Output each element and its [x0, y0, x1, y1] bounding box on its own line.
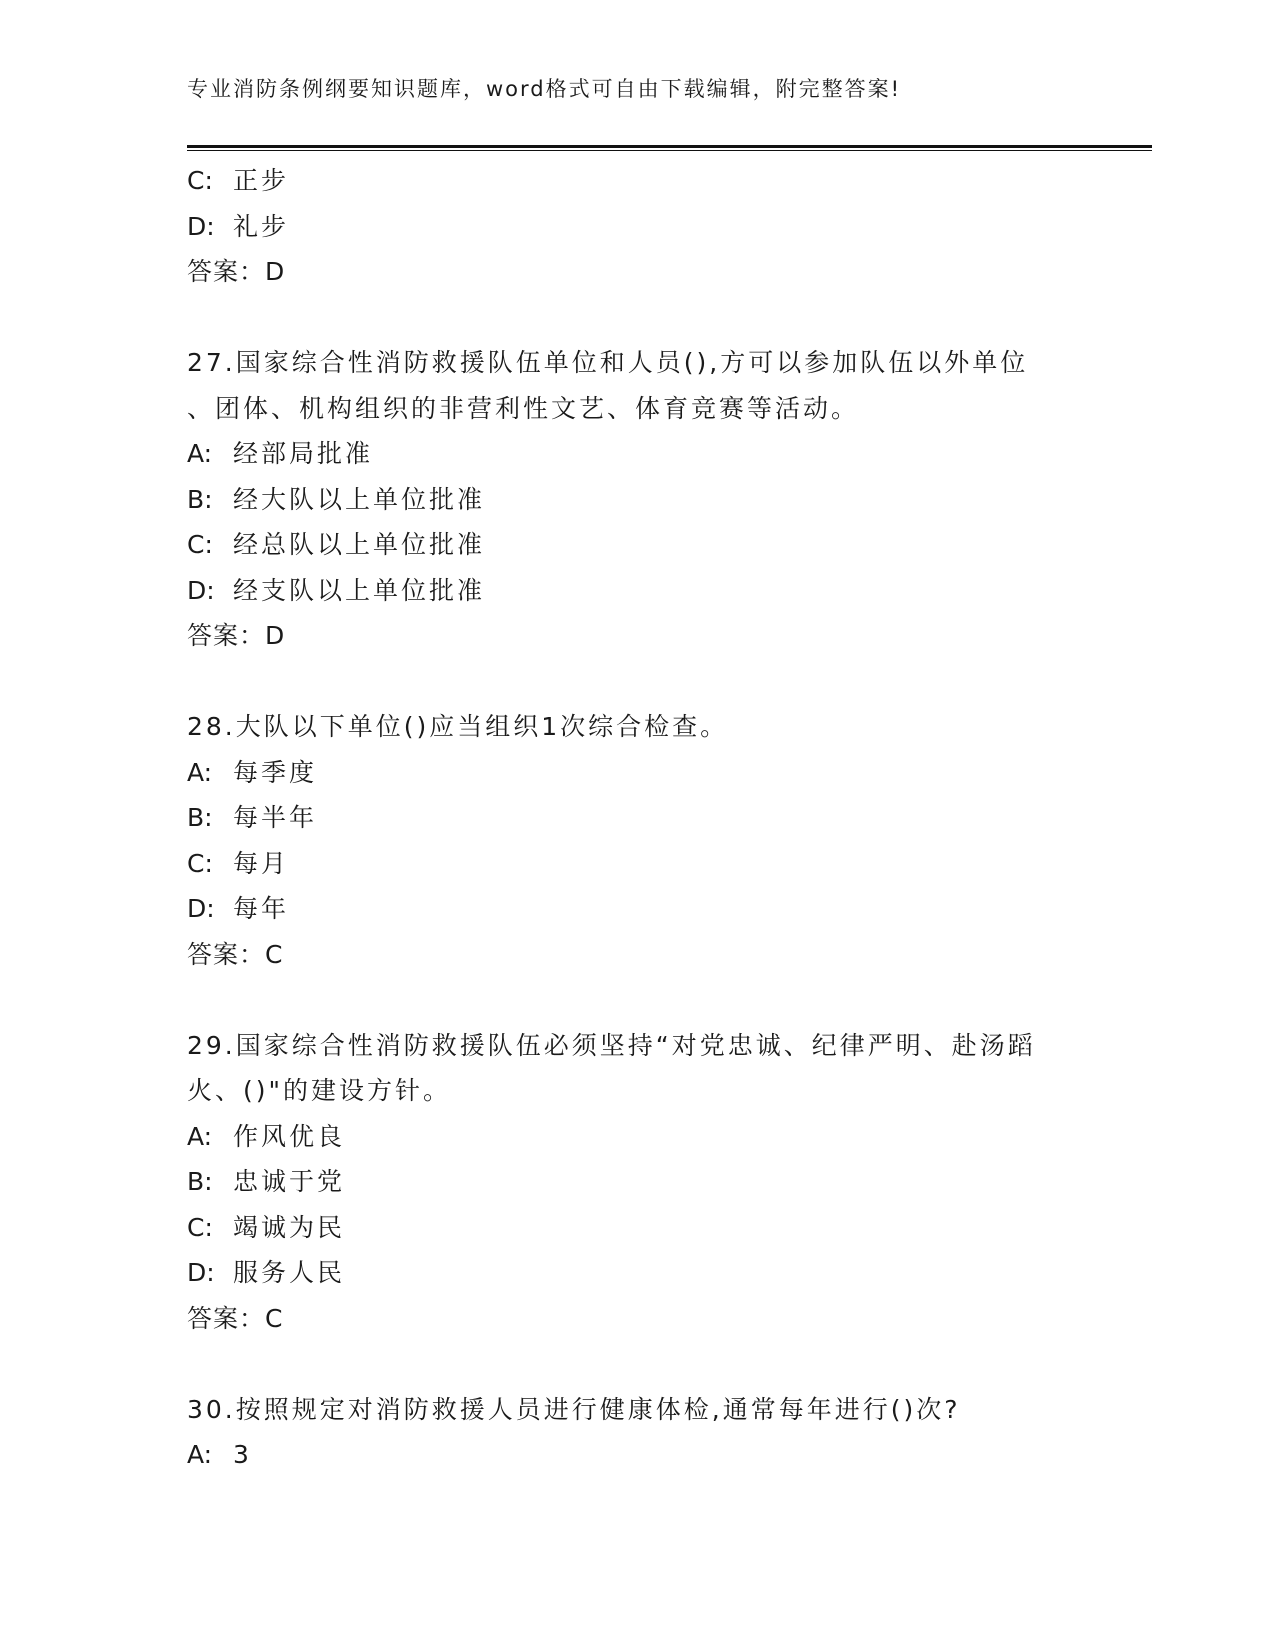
option-letter: C:	[187, 848, 213, 878]
option-letter: A:	[187, 439, 213, 468]
option-letter: A:	[187, 1121, 213, 1151]
option-letter: D:	[187, 575, 215, 605]
option-text: 礼步	[233, 211, 290, 241]
option-item	[187, 204, 1087, 250]
option-text: 作风优良	[233, 1121, 346, 1151]
option-item	[187, 1250, 1087, 1296]
option-item	[187, 568, 1087, 614]
option-item	[187, 1432, 1087, 1478]
page-header: 专业消防条例纲要知识题库，word格式可自由下载编辑，附完整答案!	[187, 77, 902, 101]
option-letter: D:	[187, 894, 215, 923]
option-text: 竭诚为民	[233, 1212, 346, 1242]
question-text: 28.大队以下单位()应当组织1次综合检查。	[187, 712, 729, 741]
option-letter: D:	[187, 211, 215, 241]
question-content	[187, 158, 1087, 1478]
question-text: 、团体、机构组织的非营利性文艺、体育竞赛等活动。	[187, 393, 860, 423]
option-letter: A:	[187, 757, 213, 787]
option-item	[187, 886, 1087, 932]
option-text: 每月	[233, 848, 290, 878]
question-text: 27.国家综合性消防救援队伍单位和人员(),方可以参加队伍以外单位	[187, 348, 1029, 377]
option-text: 经大队以上单位批准	[233, 484, 486, 514]
answer-line: 答案：C	[187, 939, 284, 969]
option-letter: C:	[187, 166, 213, 195]
option-text: 忠诚于党	[233, 1167, 346, 1196]
question-text: 30.按照规定对消防救援人员进行健康体检,通常每年进行()次?	[187, 1394, 961, 1424]
answer-line: 答案：C	[187, 1303, 284, 1333]
answer-line: 答案：D	[187, 621, 286, 650]
option-item	[187, 431, 1087, 477]
option-text: 经部局批准	[233, 439, 374, 468]
option-letter: C:	[187, 1212, 213, 1242]
option-letter: B:	[187, 1167, 213, 1196]
answer-line: 答案：D	[187, 257, 286, 286]
header-rule-thin	[187, 150, 1152, 151]
option-text: 每半年	[233, 803, 318, 832]
option-item	[187, 522, 1087, 568]
option-text: 每季度	[233, 757, 318, 787]
option-item	[187, 1114, 1087, 1160]
option-text: 3	[233, 1440, 252, 1469]
option-letter: B:	[187, 803, 213, 832]
option-text: 每年	[233, 894, 290, 923]
question-text: 29.国家综合性消防救援队伍必须坚持“对党忠诚、纪律严明、赴汤蹈	[187, 1030, 1036, 1060]
header-rule-thick	[187, 145, 1152, 148]
option-item	[187, 750, 1087, 796]
option-text: 经支队以上单位批准	[233, 575, 486, 605]
option-item	[187, 795, 1087, 841]
option-item	[187, 1159, 1087, 1205]
option-letter: B:	[187, 484, 213, 514]
option-letter: A:	[187, 1440, 213, 1469]
option-letter: D:	[187, 1258, 215, 1287]
option-text: 经总队以上单位批准	[233, 530, 486, 559]
option-item	[187, 477, 1087, 523]
option-item	[187, 158, 1087, 204]
option-letter: C:	[187, 530, 213, 559]
option-text: 服务人民	[233, 1258, 346, 1287]
option-item	[187, 1205, 1087, 1251]
option-text: 正步	[233, 166, 290, 195]
option-item	[187, 841, 1087, 887]
question-text: 火、()"的建设方针。	[187, 1076, 452, 1105]
